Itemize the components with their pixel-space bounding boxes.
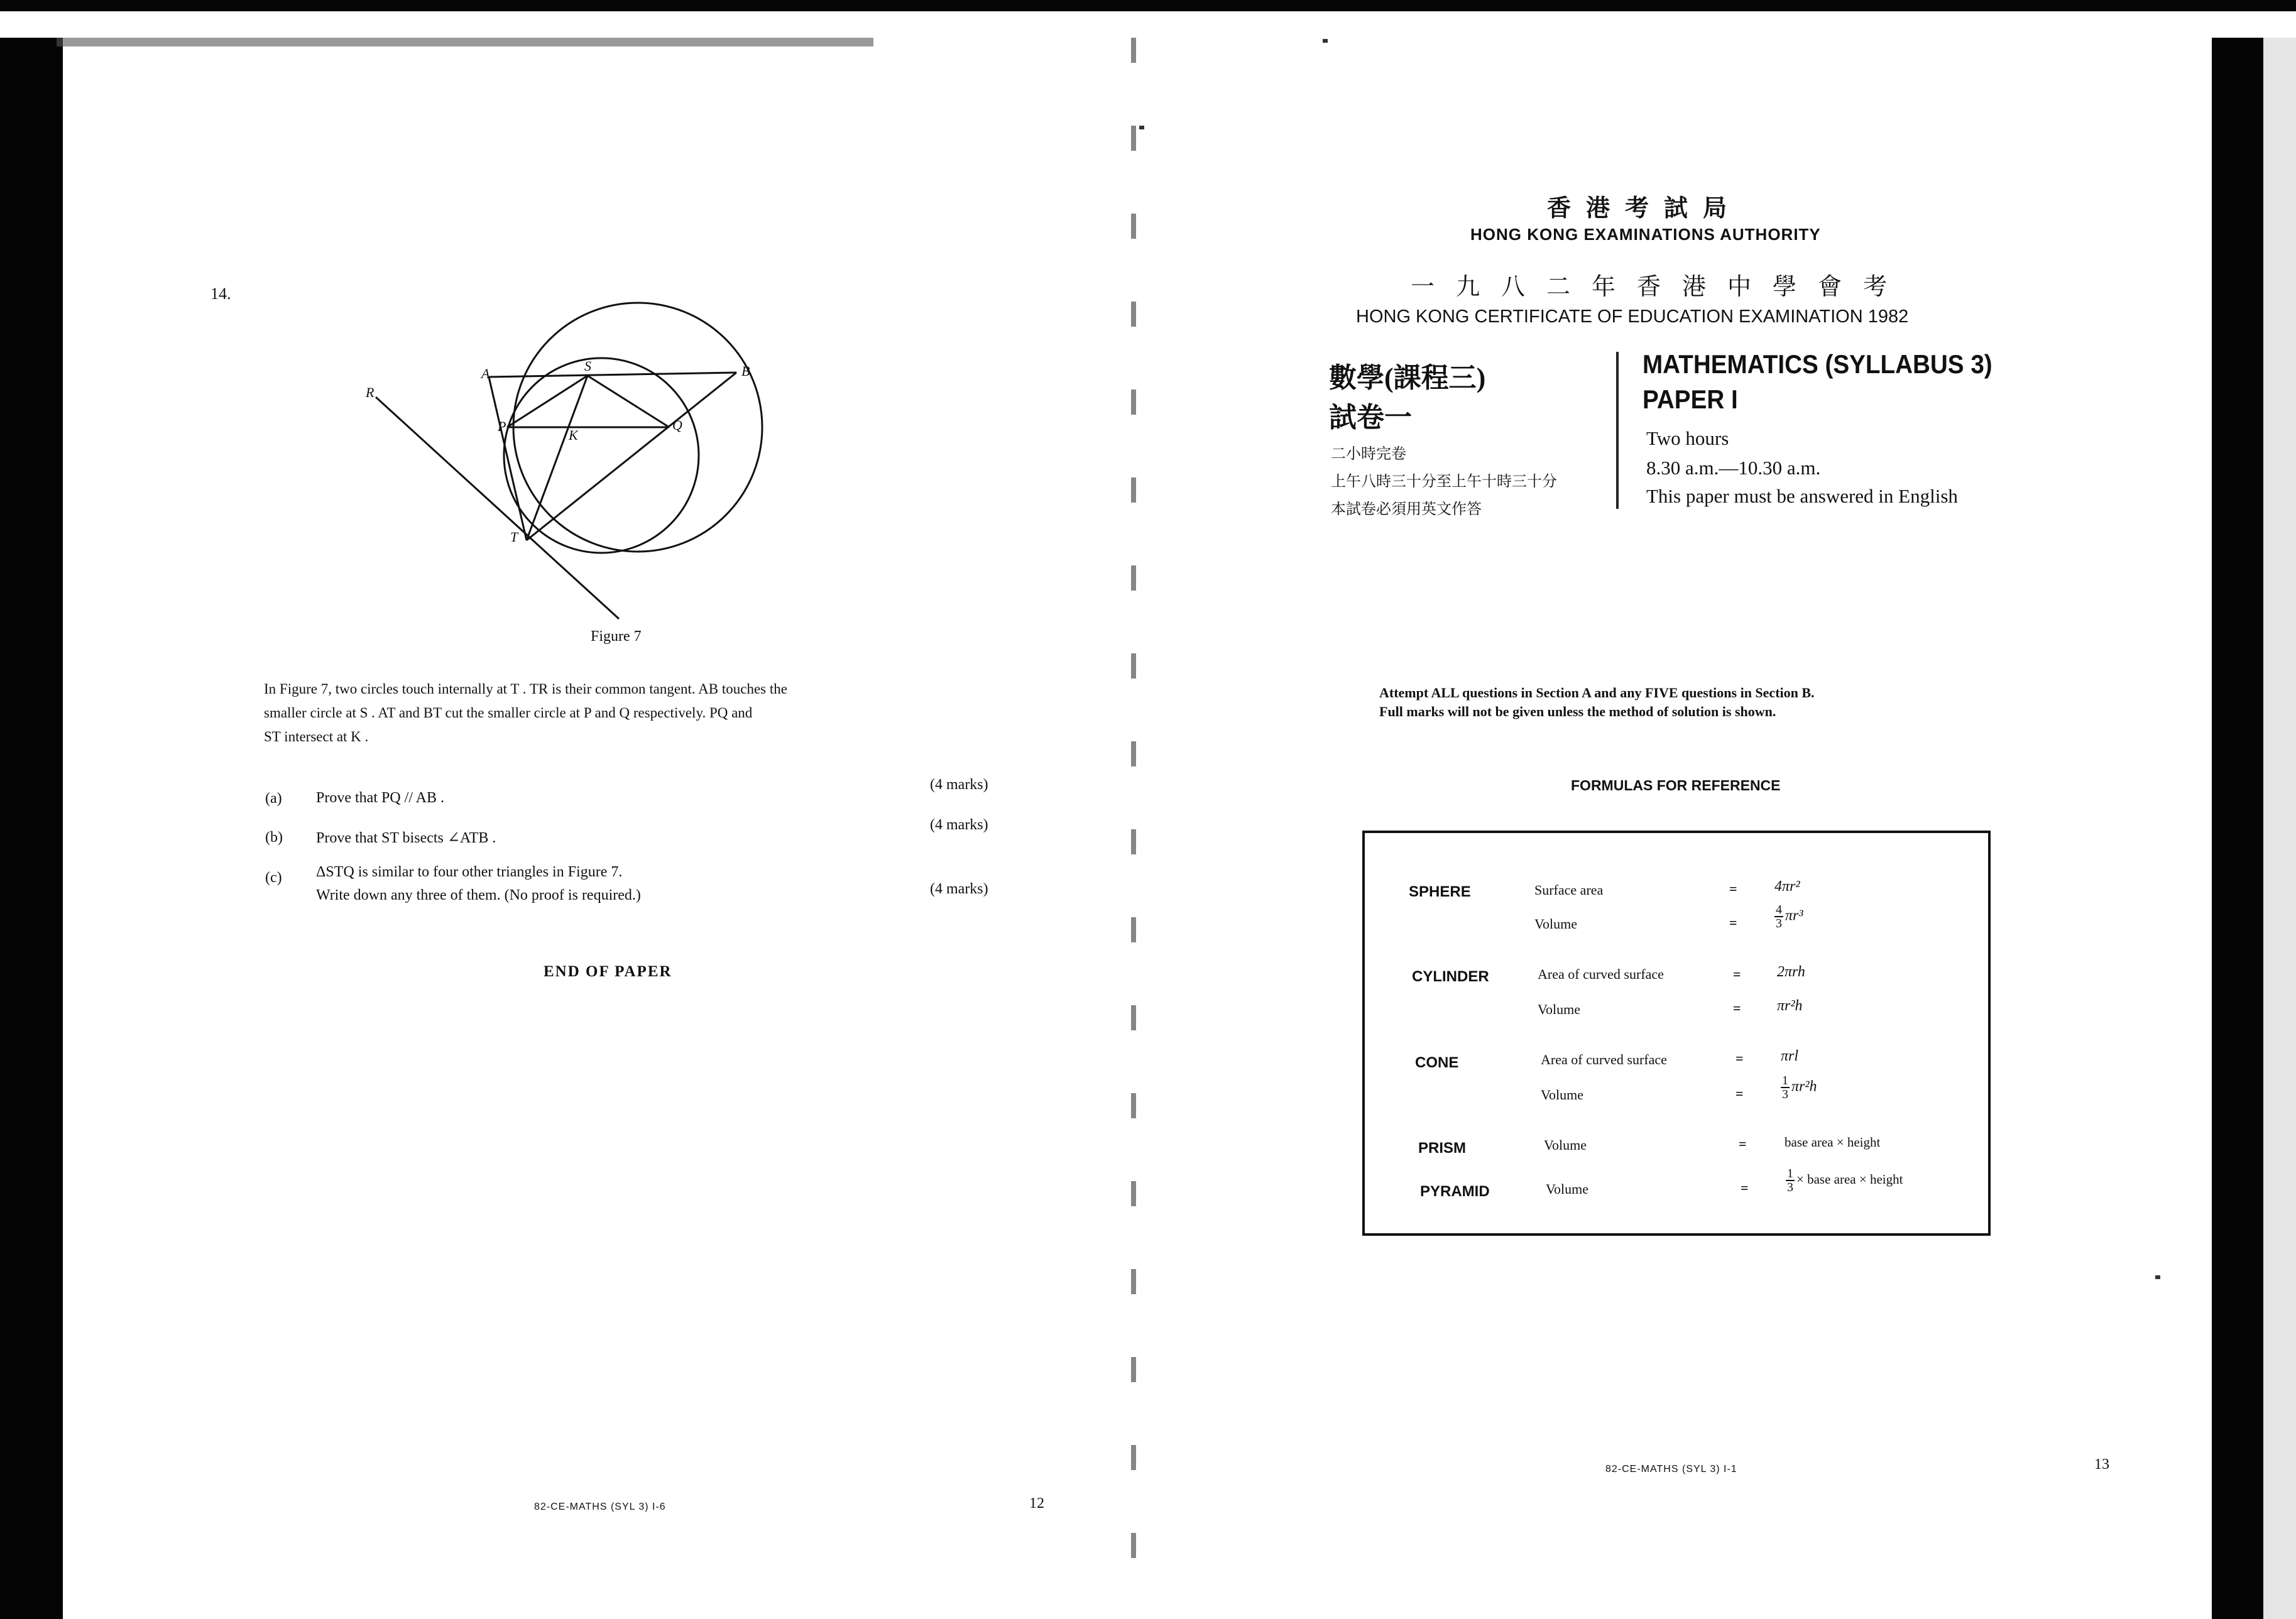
language-english: This paper must be answered in English [1646,485,1958,507]
fraction [1774,903,1783,930]
fraction-denominator: 3 [1787,1180,1793,1194]
time-english: 8.30 a.m.—10.30 a.m. [1646,457,1821,479]
formula-equals: = [1729,881,1737,897]
figure-caption: Figure 7 [591,628,642,645]
formula-label: Volume [1534,916,1578,932]
scan-speck [1323,39,1328,43]
page-number-left: 12 [1029,1495,1044,1512]
footer-code-left: 82-CE-MATHS (SYL 3) I-6 [534,1502,666,1512]
header-divider [1616,352,1619,509]
scan-right-border [2212,38,2263,1619]
line-sq [588,376,669,427]
end-of-paper: END OF PAPER [544,963,672,980]
part-c-text [316,861,831,907]
formula-label: Volume [1546,1181,1589,1197]
part-b-label: (b) [265,829,283,846]
fraction-denominator: 3 [1782,1088,1788,1101]
formula-equals: = [1741,1180,1749,1196]
part-c-label: (c) [265,869,282,886]
instruction-line: Attempt ALL questions in Section A and any FIVE questions in Section B. [1379,685,1815,700]
label-p: P [498,418,506,434]
formula-value: base area × height [1785,1135,1881,1150]
line-sp [507,376,588,427]
authority-chinese: 香港考試局 [1547,195,1742,222]
fraction-numerator: 1 [1787,1167,1793,1180]
formula-shape-cone: CONE [1415,1054,1459,1071]
time-chinese: 上午八時三十分至上午十時三十分 [1331,474,1557,490]
formula-value: πrl [1781,1048,1799,1064]
intro-line: ST intersect at K . [264,728,369,744]
part-c-line: Write down any three of them. (No proof is required.) [316,887,641,904]
fraction [1786,1167,1795,1194]
formula-equals: = [1733,1000,1741,1016]
part-a-marks: (4 marks) [930,777,988,793]
exam-english: HONG KONG CERTIFICATE OF EDUCATION EXAMINATION 1982 [1356,307,1909,327]
formula-equals: = [1729,915,1737,930]
scan-right-edge [2263,38,2296,1619]
part-a-label: (a) [265,790,282,807]
formula-equals: = [1739,1136,1747,1152]
formula-shape-pyramid: PYRAMID [1420,1183,1490,1200]
formula-value-text: × base area × height [1796,1171,1903,1187]
instruction-line: Full marks will not be given unless the method of solution is shown. [1379,704,1776,719]
formula-value [1781,1074,1817,1101]
scan-top-smudge [57,38,873,46]
duration-english: Two hours [1646,427,1729,449]
fraction [1781,1074,1790,1101]
formula-shape-cylinder: CYLINDER [1412,968,1489,985]
intro-line: smaller circle at S . AT and BT cut the smaller circle at P and Q respectively. PQ and [264,704,753,721]
label-s: S [584,358,591,374]
label-a: A [481,366,490,381]
formula-shape-prism: PRISM [1418,1140,1467,1157]
duration-chinese: 二小時完卷 [1331,446,1406,462]
formula-box [1362,831,1991,1236]
formula-label: Area of curved surface [1541,1052,1667,1067]
scan-top-border [0,0,2296,11]
formula-label: Volume [1538,1001,1581,1017]
authority-english: HONG KONG EXAMINATIONS AUTHORITY [1470,225,1821,244]
formula-value [1786,1167,1903,1194]
fraction-denominator: 3 [1776,917,1782,930]
formula-value: 2πrh [1777,964,1805,980]
part-c-marks: (4 marks) [930,881,988,897]
intro-line: In Figure 7, two circles touch internally at T . TR is their common tangent. AB touches the [264,681,787,697]
scan-left-border [0,38,63,1619]
question-number: 14. [210,285,231,303]
subject-chinese: 數學(課程三) [1329,363,1486,393]
fraction-numerator: 1 [1782,1074,1788,1088]
paper-chinese: 試卷一 [1329,402,1412,433]
figure-7-diagram [352,289,779,628]
formula-label: Volume [1541,1087,1584,1103]
scan-speck [1139,126,1144,129]
page-number-right: 13 [2094,1456,2109,1473]
part-b-text: Prove that ST bisects ∠ATB . [316,830,496,846]
formula-equals: = [1736,1050,1744,1066]
label-k: K [569,427,578,443]
exam-chinese: 一九八二年香港中學會考 [1411,274,1909,300]
label-q: Q [672,417,682,433]
formula-equals: = [1733,966,1741,982]
part-c-line: ΔSTQ is similar to four other triangles in Figure 7. [316,864,623,880]
formula-shape-sphere: SPHERE [1409,883,1471,900]
footer-code-right: 82-CE-MATHS (SYL 3) I-1 [1605,1464,1737,1475]
formula-value-text: πr³ [1785,907,1803,924]
page-gutter [1131,38,1136,1608]
formula-label: Surface area [1534,882,1604,898]
formula-value: 4πr² [1774,878,1800,895]
subject-english: MATHEMATICS (SYLLABUS 3) [1643,349,1993,379]
label-r: R [366,384,374,400]
formula-value [1774,903,1803,930]
paper-english: PAPER I [1643,384,1738,414]
question-intro [264,677,955,749]
language-chinese: 本試卷必須用英文作答 [1331,501,1482,518]
scan-speck [2155,1275,2160,1279]
part-a-text: Prove that PQ // AB . [316,790,445,806]
formula-equals: = [1736,1086,1744,1101]
formulas-title: FORMULAS FOR REFERENCE [1571,777,1781,793]
formula-label: Area of curved surface [1538,966,1664,982]
formula-value-text: πr²h [1791,1078,1817,1095]
label-t: T [510,529,518,545]
formula-value: πr²h [1777,998,1803,1014]
label-b: B [741,363,750,379]
part-b-marks: (4 marks) [930,817,988,833]
fraction-numerator: 4 [1776,903,1782,917]
formula-label: Volume [1544,1137,1587,1153]
